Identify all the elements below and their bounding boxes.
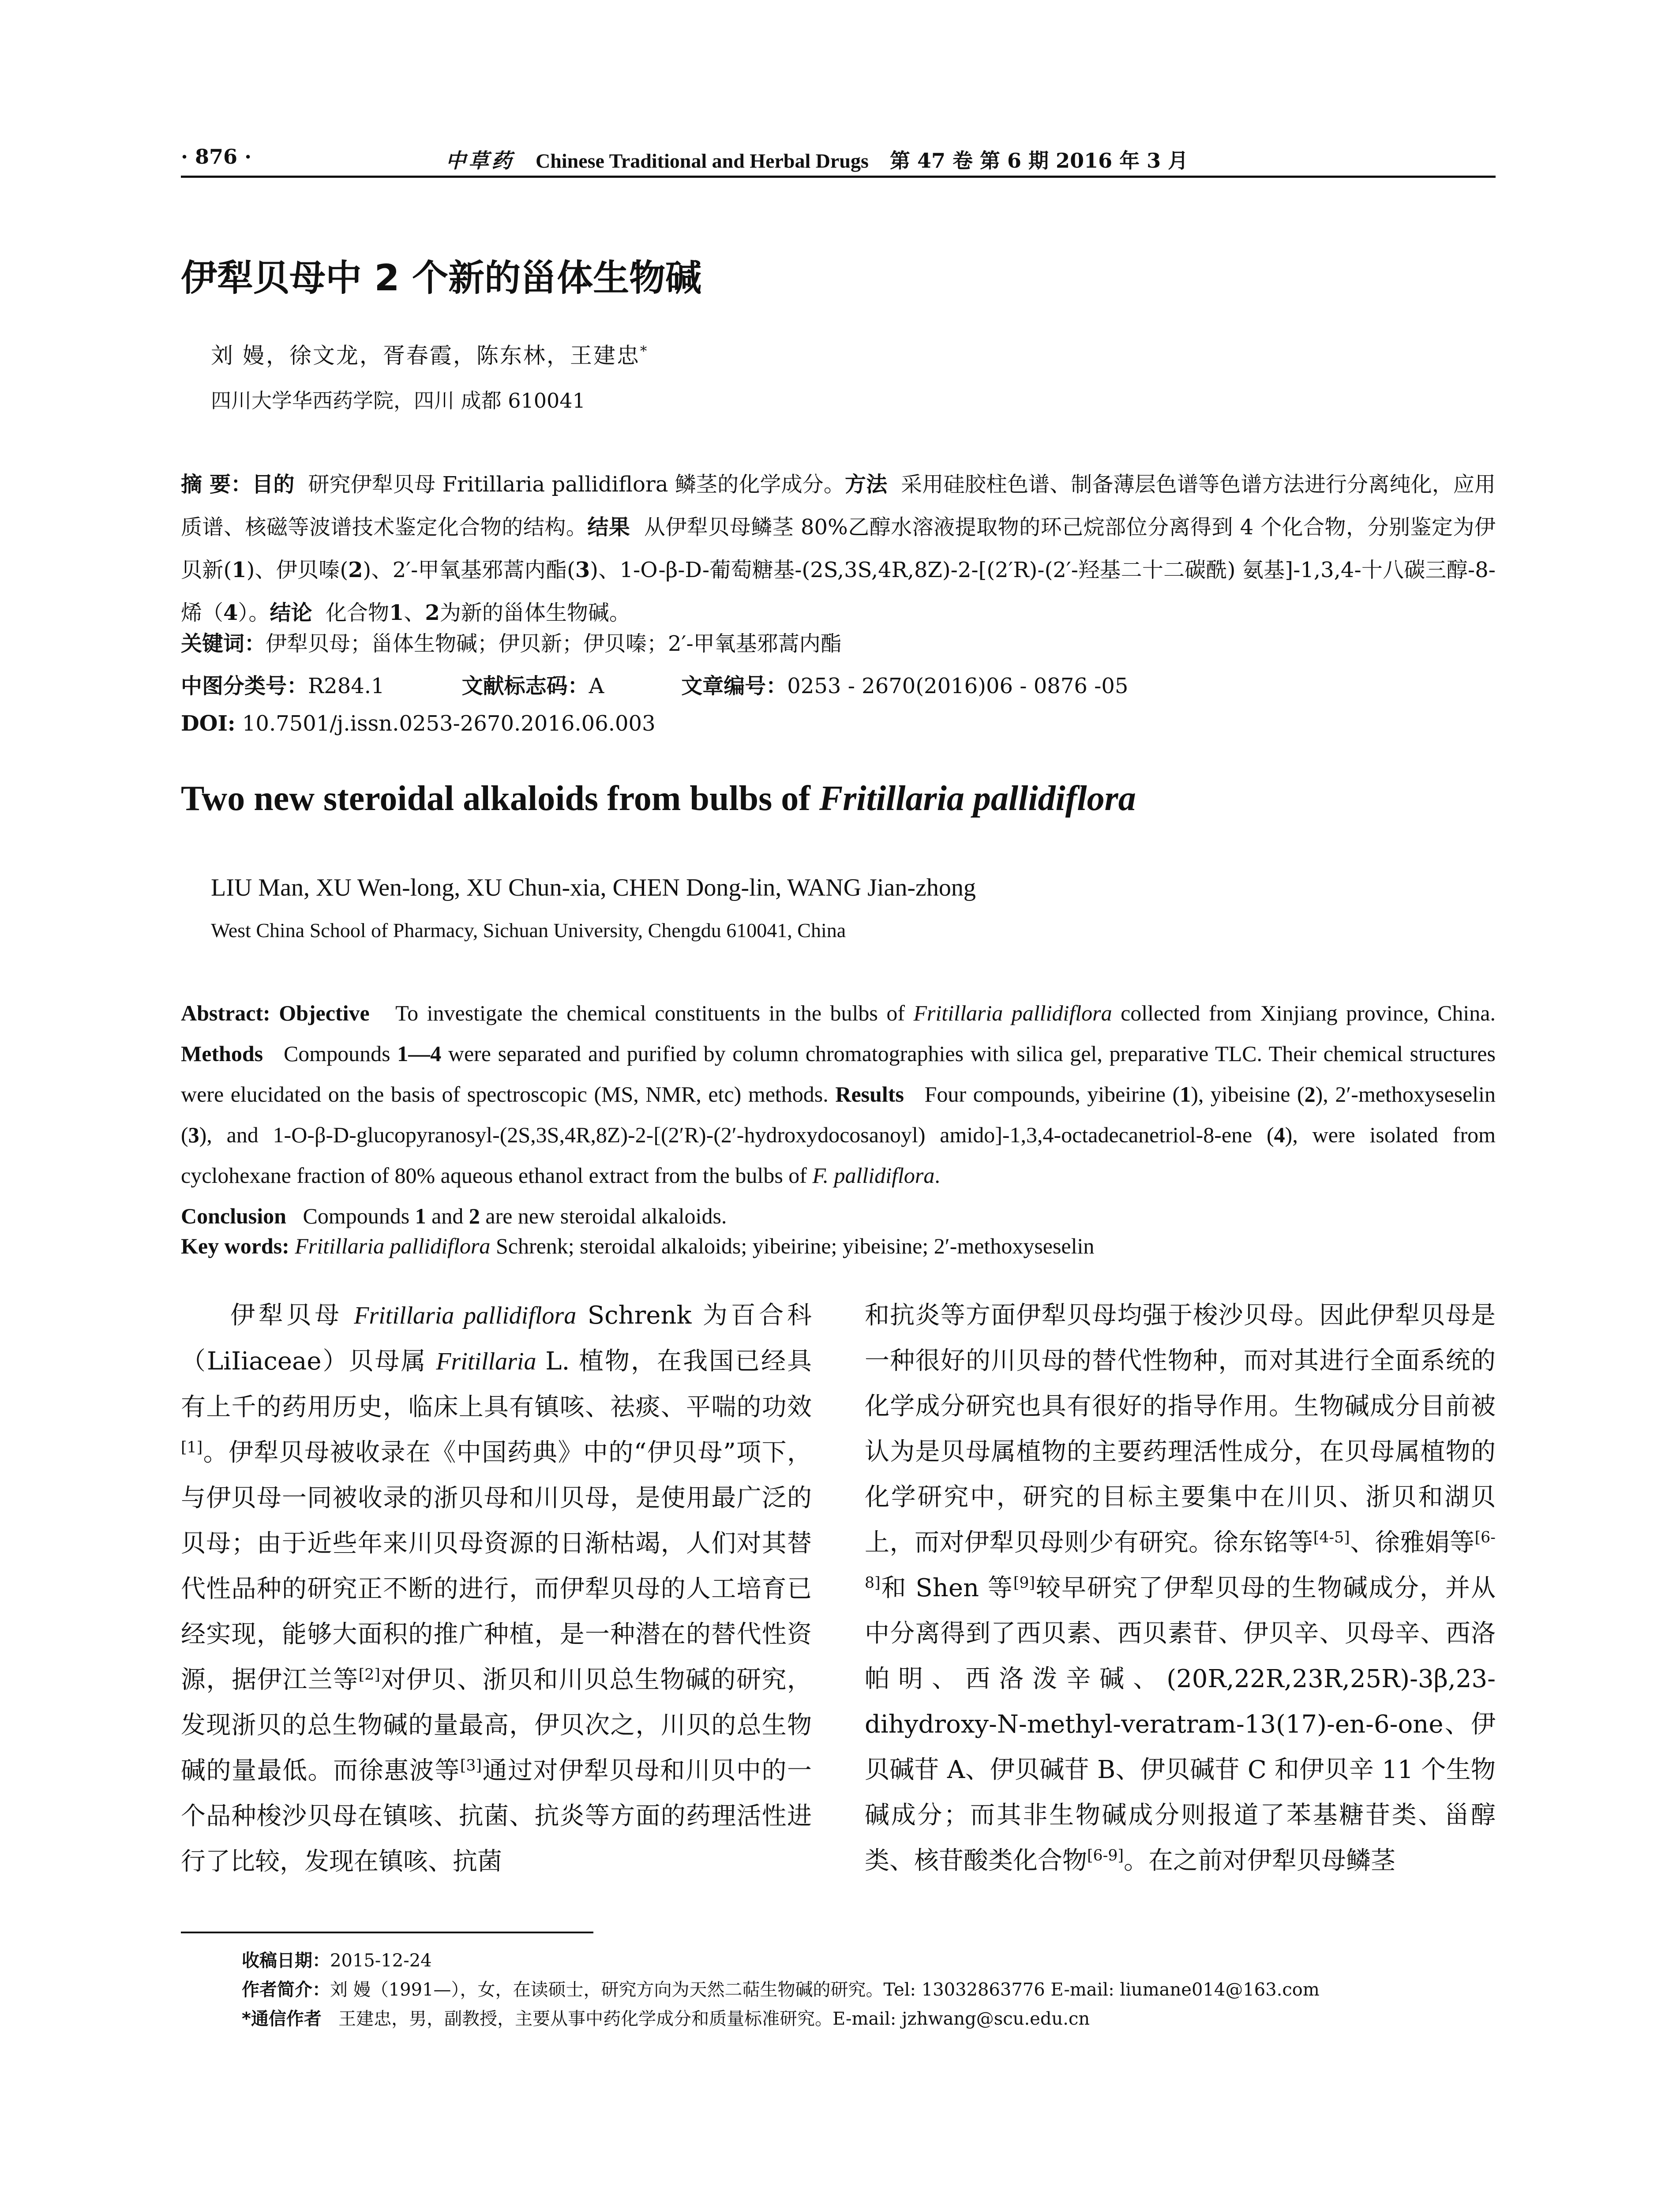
citation-ref: [3] xyxy=(460,1756,482,1775)
cn-keywords xyxy=(181,627,842,657)
cn-conclusion-label: 结论 xyxy=(270,600,312,625)
en-results-label: Results xyxy=(835,1082,904,1107)
en-results: ), yibeisine ( xyxy=(1191,1082,1305,1107)
compound-number: 3 xyxy=(575,558,590,582)
journal-name-en: Chinese Traditional and Herbal Drugs xyxy=(536,150,869,172)
compound-number: 2 xyxy=(469,1204,480,1228)
doi-value: 10.7501/j.issn.0253-2670.2016.06.003 xyxy=(242,711,656,736)
en-title-species: Fritillaria pallidiflora xyxy=(819,779,1136,818)
citation-ref: [1] xyxy=(181,1438,203,1456)
cn-results: )、2′-甲氧基邪蒿内酯( xyxy=(363,558,575,582)
en-results: ), 2′-methoxyseselin ( xyxy=(181,1082,1496,1147)
compound-number: 1 xyxy=(389,600,404,625)
journal-issue: 第 47 卷 第 6 期 2016 年 3 月 xyxy=(889,149,1189,173)
en-results: ), were isolated from cyclohexane fraction of 80% aqueous ethanol extract from the bulbs of xyxy=(181,1122,1496,1188)
en-abstract xyxy=(181,993,1496,1236)
footnote-rule xyxy=(181,1932,593,1933)
citation-ref: [6-9] xyxy=(1087,1846,1124,1865)
journal-name xyxy=(446,145,1188,174)
compound-range: 1—4 xyxy=(397,1041,442,1066)
en-results: . xyxy=(934,1163,940,1188)
genus-name: Fritillaria xyxy=(436,1348,536,1375)
cn-abstract xyxy=(181,463,1496,634)
en-methods-label: Methods xyxy=(181,1041,263,1066)
en-affiliation: West China School of Pharmacy, Sichuan University, Chengdu 610041, China xyxy=(211,919,846,942)
compound-number: 2 xyxy=(1304,1082,1316,1107)
citation-ref: [9] xyxy=(1013,1574,1035,1592)
cn-keywords-label: 关键词： xyxy=(181,631,266,656)
en-objective: collected from Xinjiang province, China. xyxy=(1112,1001,1496,1025)
cn-results-label: 结果 xyxy=(587,515,630,540)
citation-ref: [2] xyxy=(358,1666,380,1684)
compound-number: 1 xyxy=(1180,1082,1191,1107)
body-text: 较早研究了伊犁贝母的生物碱成分，并从中分离得到了西贝素、西贝素苷、伊贝辛、贝母辛、西洛帕明、西洛泼辛碱、(20R,22R,23R,25R)-3β,23-dihydroxy-N-methyl-veratram-13(17)-en-6-one、伊贝碱苷 A、伊贝碱苷 B、伊贝碱苷 C 和伊贝辛 11 个生物碱成分；而其非生物碱成分则报道了苯基糖苷类、甾醇类、核苷酸类化合物 xyxy=(865,1574,1496,1875)
en-conclusion: are new steroidal alkaloids. xyxy=(480,1204,727,1228)
cn-conclusion: 化合物 xyxy=(325,600,389,625)
footnote-received xyxy=(242,1947,432,1972)
en-conclusion: Compounds xyxy=(303,1204,415,1228)
cn-conclusion: 为新的甾体生物碱。 xyxy=(439,600,630,625)
doi-label: DOI: xyxy=(181,711,236,736)
compound-number: 2 xyxy=(348,558,363,582)
compound-number: 2 xyxy=(425,600,440,625)
doc-code-value: A xyxy=(589,674,604,698)
compound-number: 3 xyxy=(188,1122,199,1147)
cn-abstract-label: 摘 要： xyxy=(181,472,252,497)
body-text: Schrenk 为百合科（LiIiaceae）贝母属 xyxy=(181,1301,812,1376)
body-text: 通过对伊犁贝母和川贝中的一个品种梭沙贝母在镇咳、抗菌、抗炎等方面的药理活性进行了比较，发现在镇咳、抗菌 xyxy=(181,1756,812,1876)
cn-results: ）。 xyxy=(238,600,270,625)
cn-objective: 研究伊犁贝母 Fritillaria pallidiflora 鳞茎的化学成分。 xyxy=(308,472,845,497)
page-number: · 876 · xyxy=(181,145,252,169)
body-text: 和 Shen 等 xyxy=(880,1574,1013,1602)
body-text: 和抗炎等方面伊犁贝母均强于梭沙贝母。因此伊犁贝母是一种很好的川贝母的替代性物种，而对其进行全面系统的化学成分研究也具有很好的指导作用。生物碱成分目前被认为是贝母属植物的主要药理活性成分，在贝母属植物的化学研究中，研究的目标主要集中在川贝、浙贝和湖贝上，而对伊犁贝母则少有研究。徐东铭等 xyxy=(865,1301,1496,1557)
cn-title: 伊犁贝母中 2 个新的甾体生物碱 xyxy=(181,257,702,299)
en-conclusion-label: Conclusion xyxy=(181,1204,286,1228)
body-column-right xyxy=(865,1293,1496,1883)
body-paragraph xyxy=(865,1293,1496,1883)
body-text: L. 植物，在我国已经具有上千的药用历史，临床上具有镇咳、祛痰、平喘的功效 xyxy=(181,1347,812,1422)
body-text: 伊犁贝母 xyxy=(230,1301,354,1330)
en-abstract-label: Abstract: Objective xyxy=(181,1001,370,1025)
class-label: 中图分类号： xyxy=(181,674,308,698)
author-info: 刘 嫚（1991—），女，在读硕士，研究方向为天然二萜生物碱的研究。Tel: 13032863776 E-mail: liumane014@163.com xyxy=(330,1980,1320,2000)
author-info-label: 作者简介： xyxy=(242,1980,330,2000)
cn-results: )、1-O-β-D-葡萄糖基-(2S,3S,4R,8Z)-2-[(2′R)-(2′-羟基二十二碳酰) 氨基]-1,3,4-十八碳三醇-8-烯（ xyxy=(181,558,1496,625)
cn-classification xyxy=(181,669,1128,699)
citation-ref: [6-8] xyxy=(865,1528,1496,1592)
corresponding-mark: * xyxy=(640,343,649,359)
cn-methods-label: 方法 xyxy=(845,472,888,497)
running-header xyxy=(181,140,1496,176)
citation-ref: [4-5] xyxy=(1313,1528,1350,1546)
corresponding-info: 王建忠，男，副教授，主要从事中药化学成分和质量标准研究。E-mail: jzhwang@scu.edu.cn xyxy=(338,2009,1090,2029)
en-conclusion: and xyxy=(426,1204,469,1228)
cn-results: 从伊犁贝母鳞茎 80%乙醇水溶液提取物的环己烷部位分离得到 4 个化合物，分别鉴定为伊贝新( xyxy=(181,515,1496,582)
cn-methods: 采用硅胶柱色谱、制备薄层色谱等色谱方法进行分离纯化，应用质谱、核磁等波谱技术鉴定化合物的结构。 xyxy=(181,472,1496,540)
species-name: F. pallidiflora xyxy=(812,1163,935,1188)
cn-keywords-text: 伊犁贝母；甾体生物碱；伊贝新；伊贝嗪；2′-甲氧基邪蒿内酯 xyxy=(266,631,842,656)
footnote-author xyxy=(242,1976,1320,2001)
compound-number: 4 xyxy=(1274,1122,1285,1147)
cn-authors-text: 刘 嫚，徐文龙，胥春霞，陈东林，王建忠 xyxy=(211,343,640,368)
en-objective: To investigate the chemical constituents in the bulbs of xyxy=(395,1001,914,1025)
cn-authors xyxy=(211,338,648,370)
article-number-label: 文章编号： xyxy=(681,674,788,698)
cn-conclusion: 、 xyxy=(404,600,425,625)
en-results: Four compounds, yibeirine ( xyxy=(924,1082,1180,1107)
article-number-value: 0253 - 2670(2016)06 - 0876 -05 xyxy=(787,674,1129,698)
species-name: Fritillaria pallidiflora xyxy=(913,1001,1112,1025)
received-date: 2015-12-24 xyxy=(330,1951,432,1971)
body-column-left xyxy=(181,1293,812,1884)
body-text: 对伊贝、浙贝和川贝总生物碱的研究，发现浙贝的总生物碱的量最高，伊贝次之，川贝的总生物碱的量最低。而徐惠波等 xyxy=(181,1666,812,1785)
en-title xyxy=(181,779,1136,819)
header-rule xyxy=(181,176,1496,178)
en-title-main: Two new steroidal alkaloids from bulbs of xyxy=(181,779,819,818)
journal-name-cn: 中草药 xyxy=(446,149,514,173)
species-name: Fritillaria pallidiflora xyxy=(354,1302,577,1329)
received-label: 收稿日期： xyxy=(242,1951,330,1971)
en-methods: Compounds xyxy=(283,1041,398,1066)
compound-number: 4 xyxy=(223,600,238,625)
en-methods: were separated and purified by column chromatographies with silica gel, preparative TLC. Their chemical structures were elucidated on the basis of spectroscopic (MS, NMR, etc) methods. xyxy=(181,1041,1496,1107)
class-value: R284.1 xyxy=(308,674,385,698)
doi-line xyxy=(181,711,656,736)
cn-results: )、伊贝嗪( xyxy=(246,558,349,582)
compound-number: 1 xyxy=(415,1204,426,1228)
en-keywords-text: Schrenk; steroidal alkaloids; yibeirine; yibeisine; 2′-methoxyseselin xyxy=(490,1234,1095,1258)
en-results: ), and 1-O-β-D-glucopyranosyl-(2S,3S,4R,8Z)-2-[(2′R)-(2′-hydroxydocosanoyl) amido]-1,3,4-octadecanetriol-8-ene ( xyxy=(199,1122,1274,1147)
corresponding-label: *通信作者 xyxy=(242,2009,322,2029)
doc-code-label: 文献标志码： xyxy=(461,674,589,698)
cn-affiliation: 四川大学华西药学院，四川 成都 610041 xyxy=(211,389,585,413)
body-paragraph xyxy=(181,1293,812,1884)
species-name: Fritillaria pallidiflora xyxy=(295,1234,491,1258)
body-text: 。在之前对伊犁贝母鳞茎 xyxy=(1124,1846,1395,1875)
cn-objective-label: 目的 xyxy=(252,472,295,497)
compound-number: 1 xyxy=(232,558,247,582)
en-authors: LIU Man, XU Wen-long, XU Chun-xia, CHEN Dong-lin, WANG Jian-zhong xyxy=(211,874,976,901)
body-text: 、徐雅娟等 xyxy=(1350,1528,1475,1557)
en-keywords xyxy=(181,1233,1496,1259)
en-keywords-label: Key words: xyxy=(181,1234,289,1258)
footnote-corresponding xyxy=(242,2005,1090,2030)
body-text: 。伊犁贝母被收录在《中国药典》中的“伊贝母”项下，与伊贝母一同被收录的浙贝母和川贝母，是使用最广泛的贝母；由于近些年来川贝母资源的日渐枯竭，人们对其替代性品种的研究正不断的进行，而伊犁贝母的人工培育已经实现，能够大面积的推广种植，是一种潜在的替代性资源，据伊江兰等 xyxy=(181,1438,812,1694)
